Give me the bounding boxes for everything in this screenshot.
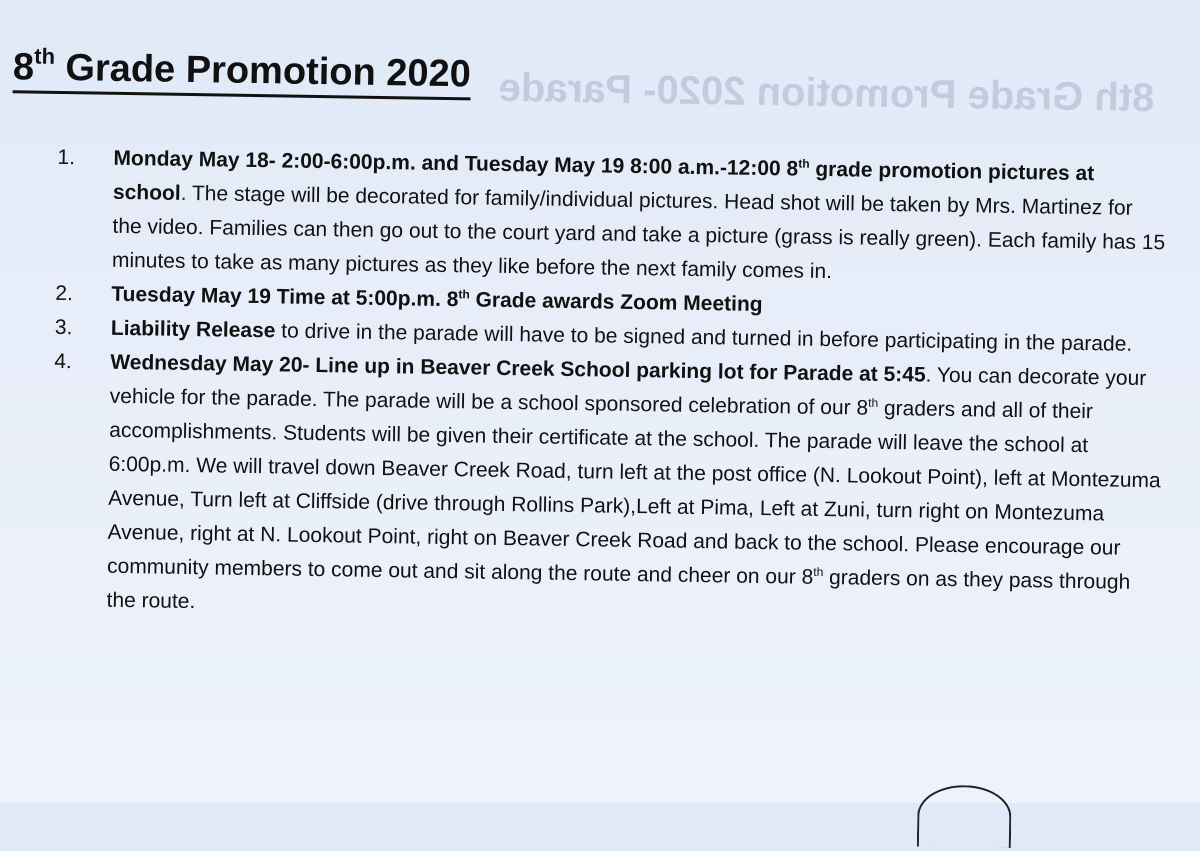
item-bold-lead: Wednesday May 20- Line up in Beaver Creek School parking lot for Parade at 5:45	[110, 351, 926, 387]
item-text: . You can decorate your vehicle for the parade. The parade will be a school sponsored celebration of our 8	[110, 364, 1147, 420]
title-number: 8	[13, 46, 35, 88]
item-sup: th	[813, 565, 823, 579]
item-sup: th	[868, 396, 878, 410]
page-title	[13, 46, 472, 96]
item-bold-tail: grade promotion pictures at school	[113, 158, 1095, 205]
item-text: . The stage will be decorated for family/individual pictures. Head shot will be taken by Mrs. Martinez for the video. Families can then go out to the court yard and take a picture (grass is really green). Each family has 15 minutes to take as many pictures as they like before the next family comes in.	[112, 182, 1166, 283]
title-text: Grade Promotion 2020	[65, 47, 471, 95]
title-ordinal: th	[34, 44, 55, 69]
item-text: to drive in the parade will have to be signed and turned in before participating in the parade.	[275, 319, 1132, 355]
item-bold-tail: Grade awards Zoom Meeting	[470, 288, 763, 316]
item-bold-lead: Tuesday May 19 Time at 5:00p.m. 8	[111, 283, 458, 311]
item-bold-sup: th	[458, 287, 470, 301]
item-bold-lead: Liability Release	[111, 317, 276, 343]
list-item	[50, 345, 1164, 634]
schedule-list	[50, 141, 1167, 634]
item-bold-lead: Monday May 18- 2:00-6:00p.m. and Tuesday May 19 8:00 a.m.-12:00 8	[113, 147, 798, 181]
item-number: 3.	[55, 311, 73, 345]
pen-sketch	[917, 785, 1012, 848]
list-item	[56, 141, 1168, 294]
item-number: 1.	[57, 141, 75, 175]
item-bold-sup: th	[798, 157, 810, 171]
item-number: 4.	[54, 345, 72, 379]
item-text: graders and all of their accomplishments. Students will be given their certificate at the school. The parade will leave the school at 6:00p.m. We will travel down Beaver Creek Road, turn left at the post office (N. Lookout Point), left at Montezuma Avenue, Turn left at Cliffside (drive through Rollins Park),Left at Pima, Left at Zuni, turn right on Montezuma Avenue, right at N. Lookout Point, right on Beaver Creek Road and back to the school. Please encourage our community members to come out and sit along the route and cheer on our 8	[107, 397, 1161, 589]
item-text: graders on as they pass through the route.	[106, 566, 1130, 613]
bleed-through-text: 8th Grade Promotion 2020- Parade	[498, 66, 1154, 121]
item-number: 2.	[55, 277, 73, 311]
